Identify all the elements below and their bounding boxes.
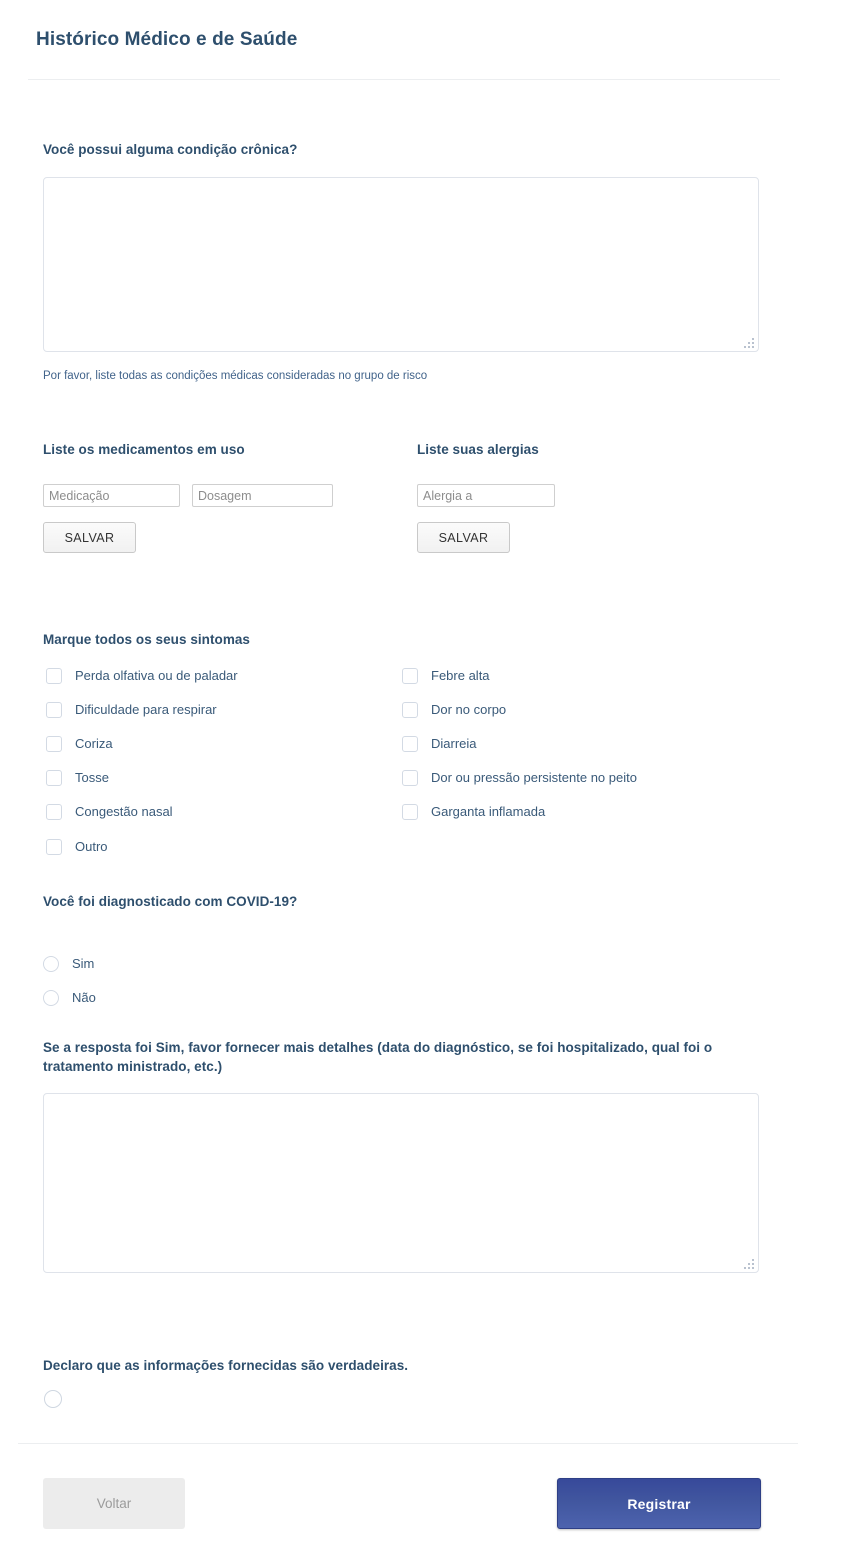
radio-icon[interactable] xyxy=(43,990,59,1006)
covid-details-textarea-wrapper[interactable] xyxy=(43,1093,759,1273)
symptom-option-congestao-nasal[interactable] xyxy=(46,801,173,823)
symptom-option-label: Febre alta xyxy=(431,668,490,683)
covid-diagnosis-option-sim[interactable] xyxy=(43,953,94,975)
page-title: Histórico Médico e de Saúde xyxy=(36,29,298,50)
symptom-option-dor-no-corpo[interactable] xyxy=(402,699,506,721)
covid-details-label: Se a resposta foi Sim, favor fornecer mais detalhes (data do diagnóstico, se foi hospitalizado, qual foi o tratamento ministrado, etc.) xyxy=(43,1040,713,1074)
footer-divider xyxy=(18,1443,798,1444)
checkbox-icon[interactable] xyxy=(46,702,62,718)
symptom-option-label: Tosse xyxy=(75,770,109,785)
symptom-option-label: Outro xyxy=(75,839,108,854)
symptom-option-label: Coriza xyxy=(75,736,113,751)
checkbox-icon[interactable] xyxy=(46,668,62,684)
header-divider xyxy=(28,79,780,80)
symptom-option-garganta-inflamada[interactable] xyxy=(402,801,545,823)
allergies-label: Liste suas alergias xyxy=(417,442,539,457)
symptom-option-outro[interactable] xyxy=(46,836,108,858)
symptom-option-diarreia[interactable] xyxy=(402,733,477,755)
checkbox-icon[interactable] xyxy=(402,770,418,786)
covid-diagnosis-option-label: Sim xyxy=(72,956,95,971)
chronic-condition-label: Você possui alguma condição crônica? xyxy=(43,142,298,157)
chronic-condition-textarea[interactable] xyxy=(44,178,758,351)
symptom-option-label: Dificuldade para respirar xyxy=(75,702,217,717)
checkbox-icon[interactable] xyxy=(46,804,62,820)
symptom-option-label: Congestão nasal xyxy=(75,804,173,819)
covid-diagnosis-option-label: Não xyxy=(72,990,96,1005)
symptom-option-tosse[interactable] xyxy=(46,767,109,789)
covid-diagnosis-option-nao[interactable] xyxy=(43,987,96,1009)
checkbox-icon[interactable] xyxy=(402,702,418,718)
symptoms-label: Marque todos os seus sintomas xyxy=(43,632,250,647)
symptom-option-febre-alta[interactable] xyxy=(402,665,490,687)
checkbox-icon[interactable] xyxy=(402,804,418,820)
covid-diagnosis-label: Você foi diagnosticado com COVID-19? xyxy=(43,894,298,909)
symptom-option-perda-olfativa[interactable] xyxy=(46,665,238,687)
medication-dosage-input[interactable] xyxy=(192,484,333,507)
declaration-label: Declaro que as informações fornecidas são verdadeiras. xyxy=(43,1358,409,1373)
symptom-option-label: Garganta inflamada xyxy=(431,804,546,819)
submit-register-button[interactable]: Registrar xyxy=(557,1478,761,1529)
checkbox-icon[interactable] xyxy=(402,736,418,752)
symptom-option-label: Dor ou pressão persistente no peito xyxy=(431,770,637,785)
declaration-radio-icon[interactable] xyxy=(44,1390,62,1408)
allergy-input[interactable] xyxy=(417,484,555,507)
resize-grip-icon[interactable] xyxy=(743,1258,754,1269)
checkbox-icon[interactable] xyxy=(402,668,418,684)
symptom-option-label: Perda olfativa ou de paladar xyxy=(75,668,238,683)
checkbox-icon[interactable] xyxy=(46,770,62,786)
symptom-option-dor-pressao-peito[interactable] xyxy=(402,767,637,789)
back-button[interactable]: Voltar xyxy=(43,1478,185,1529)
resize-grip-icon[interactable] xyxy=(743,337,754,348)
symptom-option-label: Diarreia xyxy=(431,736,477,751)
covid-details-textarea[interactable] xyxy=(44,1094,758,1272)
save-allergy-button[interactable]: SALVAR xyxy=(417,522,510,553)
chronic-condition-helper-text: Por favor, liste todas as condições médicas consideradas no grupo de risco xyxy=(43,370,428,382)
symptom-option-label: Dor no corpo xyxy=(431,702,507,717)
symptom-option-coriza[interactable] xyxy=(46,733,113,755)
checkbox-icon[interactable] xyxy=(46,736,62,752)
save-medication-button[interactable]: SALVAR xyxy=(43,522,136,553)
chronic-condition-textarea-wrapper[interactable] xyxy=(43,177,759,352)
symptom-option-dificuldade-respirar[interactable] xyxy=(46,699,217,721)
medication-name-input[interactable] xyxy=(43,484,180,507)
radio-icon[interactable] xyxy=(43,956,59,972)
checkbox-icon[interactable] xyxy=(46,839,62,855)
medications-label: Liste os medicamentos em uso xyxy=(43,442,245,457)
